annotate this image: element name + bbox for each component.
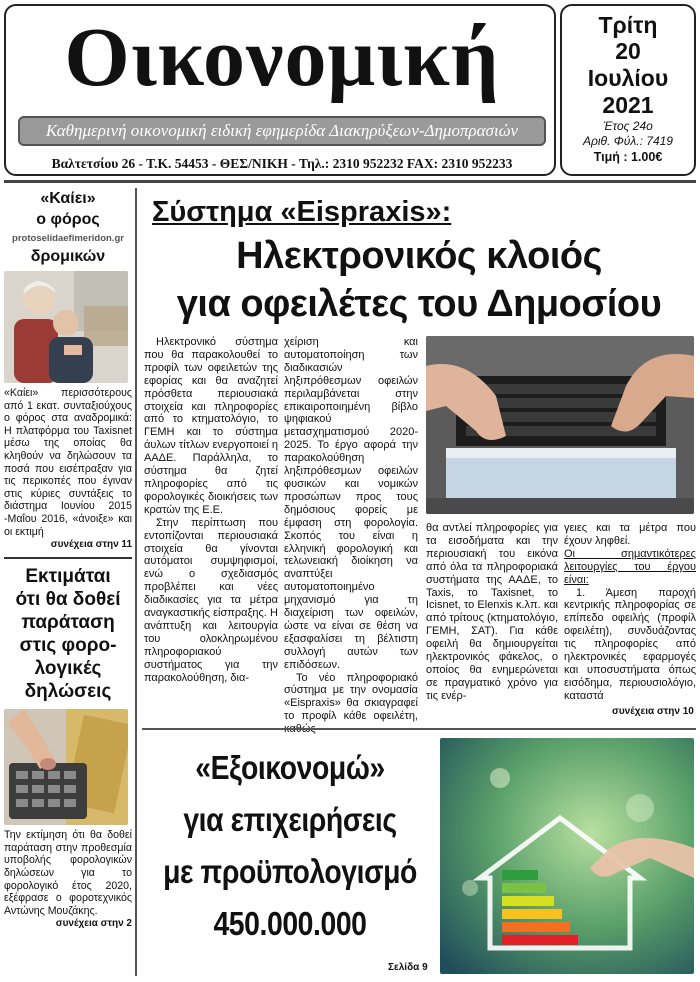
bottom-headline-line: με προϋπολογισμό (163, 853, 417, 890)
story2-headline (4, 565, 132, 703)
main-column-4 (564, 522, 696, 703)
main-paragraph: θα αντλεί πληροφορίες για τα εισοδήματα και την περιουσιακή του εικόνα από όλα τα πληροφοριακά συστήματα της ΑΑΔΕ, το Taxis, το Taxisnet, το Icisnet, το Elenxis κ.λπ. και από τρίτους (κτηματολόγιο, ΓΕΜΗ, ΣΑΤ). Για κάθε οφειλή θα δημιουργείται ηλεκτρονικός φάκελος, ο οποίος θα ενημερώνεται σε πραγματικό χρόνο για τις ενέρ- (426, 522, 558, 702)
bottom-headline-line: 450.000.000 (213, 905, 367, 942)
price-label: Τιμή : 1.00€ (593, 150, 663, 164)
main-headline-line: Ηλεκτρονικός κλοιός (236, 235, 602, 277)
story2-headline-line: παράταση (21, 612, 115, 634)
story2-headline-line: Εκτιμάται (25, 566, 111, 588)
main-column-1 (144, 336, 278, 684)
main-column-3 (426, 522, 558, 703)
issue-number: Αριθ. Φύλ.: 7419 (583, 134, 673, 148)
main-paragraph: Στην περίπτωση που εντοπίζονται περιουσιακά στοιχεία θα γίνονται αυτόματοι συμψηφισμοί, ενώ ο σχεδιασμός προβλέπει και νέες διαδικασίες για τα μέτρα αναγκαστικής είσπραξης. Η ανάπτυξη και λειτουργία του ολοκληρωμένου πληροφοριακού συστήματος για την παρακολούθηση, δια- (144, 516, 278, 684)
main-paragraph: Ηλεκτρονικό σύστημα που θα παρακολουθεί το προφίλ των οφειλετών της εφορίας και θα αναζητεί πρόσθετα περιουσιακά στοιχεία και πληροφορίες από το κτηματολόγιο, το ΓΕΜΗ και το σύστημα άυλων τίτλων ενεργοποιεί η ΑΑΔΕ. Παράλληλα, το σύστημα θα ζητεί πληροφορίες από τις φορολογικές διοικήσεις των κρατών της Ε.Ε. (144, 336, 279, 516)
story2-text: Την εκτίμηση ότι θα δοθεί παράταση στην προθεσμία υποβολής φορολογικών δηλώσεων για το φορολογικό έτος 2020, εξέφρασε ο φοροτεχνικός Αντώνης Μουζάκης. (4, 829, 132, 917)
energy-house-photo (440, 738, 694, 974)
newspaper-title: Οικονομική (64, 11, 500, 104)
site-watermark: protoselidaefimeridon.gr (12, 233, 124, 244)
main-paragraph: γειες και τα μέτρα που έχουν ληφθεί. (564, 522, 696, 547)
tax-calculator-photo (4, 709, 128, 825)
story1-headline-line: ο φόρος (36, 211, 100, 228)
story2-headline-line: ότι θα δοθεί (15, 589, 121, 611)
story1-continued-link[interactable]: συνέχεια στην 11 (50, 539, 132, 551)
story2-headline-line: δηλώσεις (24, 681, 112, 703)
date-month: Ιουλίου (587, 65, 669, 91)
story2-continued-link[interactable]: συνέχεια στην 2 (55, 918, 132, 930)
newspaper-address: Βαλτετσίου 26 - Τ.Κ. 54453 - ΘΕΣ/ΝΙΚΗ - Τηλ.: 2310 952232 FAX: 2310 952233 (51, 156, 513, 171)
main-paragraph: Το νέο πληροφοριακό σύστημα με την ονομασία «Eispraxis» θα σκιαγραφεί το προφίλ κάθε οφειλέτη, (284, 671, 418, 723)
date-day: Τρίτη (598, 12, 658, 38)
page-reference[interactable]: Σελίδα 9 (388, 962, 428, 973)
main-subheading: Οι σημαντικότερες λειτουργίες του έργου είναι: (564, 547, 696, 586)
story2-headline-line: στις φορο- (19, 635, 117, 657)
newspaper-subtitle: Καθημερινή οικονομική ειδική εφημερίδα Διακηρύξεων-Δημοπρασιών (18, 116, 546, 146)
date-box (560, 4, 696, 176)
volume-label: Έτος 24ο (603, 119, 653, 133)
story1-headline-line: «Καίει» (40, 190, 96, 207)
masthead (4, 4, 556, 176)
main-kicker: Σύστημα «Eispraxis»: (152, 196, 452, 228)
main-column-2 (284, 336, 418, 736)
elderly-couple-photo (4, 271, 128, 383)
bottom-headline-line: για επιχειρήσεις (183, 801, 397, 838)
masthead-divider (4, 180, 696, 183)
main-paragraph: χείριση και αυτοματοποίηση των διαδικασιών ληξιπρόθεσμων οφειλών περιλαμβάνεται στην επικαιροποιημένη βίβλο ψηφιακού μετασχηματισμού 2020-2025. Το έργο αφορά την παρακολούθηση ληξιπρόθεσμων οφειλών φυσικών και νομικών προσώπων προς τους δημόσιους φορείς με έμφαση στη φορολογία. Σκοπός του είναι η ελληνική φορολογική και τελωνειακή διοίκηση να αναπτύξει αυτοματοποιημένο μηχανισμό για τη διαχείριση των οφειλών, ώστε να είναι σε θέση να εξασφαλίσει τη βέλτιστη συλλογή αυτών των επιδόσεων. (284, 336, 418, 671)
main-paragraph: 1. Άμεση παροχή κεντρικής πληροφορίας σε επίπεδο οφειλής (προφίλ οφειλέτη), συνδυάζοντας τις πληροφορίες από ηλεκτρονικές εφαρμογές και υποσυστήματα όπως εισόδημα, περιουσιολόγιο, καταστά (564, 586, 696, 702)
story1-text: «Καίει» περισσότερους από 1 εκατ. συνταξιούχους ο φόρος στα αναδρομικά: Η πλατφόρμα του Taxisnet μέσω της οποίας θα κληθούν να δηλώσουν τα ποσά που εισέπραξαν για τις περικοπές που έγιναν στις κύριες συντάξεις το διάστημα Ιουνίου 2015 -Μαΐου 2016, «άνοιξε» και οι εκτιμή (4, 387, 132, 538)
story2-headline-line: λογικές (34, 658, 102, 680)
date-year: 2021 (602, 92, 654, 118)
story1-headline (4, 188, 132, 230)
story1-headline-line: δρομικών (30, 248, 106, 265)
date-number: 20 (615, 38, 641, 64)
laptop-keyboard-photo (426, 336, 694, 514)
sidebar-divider (4, 557, 132, 559)
main-headline-line: για οφειλέτες του Δημοσίου (176, 283, 662, 325)
bottom-headline-line: «Εξοικονομώ» (195, 749, 385, 786)
sidebar (4, 188, 132, 978)
bottom-divider (142, 728, 696, 730)
bottom-headline (163, 742, 418, 950)
main-headline (142, 232, 696, 328)
column-divider (135, 188, 137, 976)
main-continued-link[interactable]: συνέχεια στην 10 (612, 706, 694, 717)
